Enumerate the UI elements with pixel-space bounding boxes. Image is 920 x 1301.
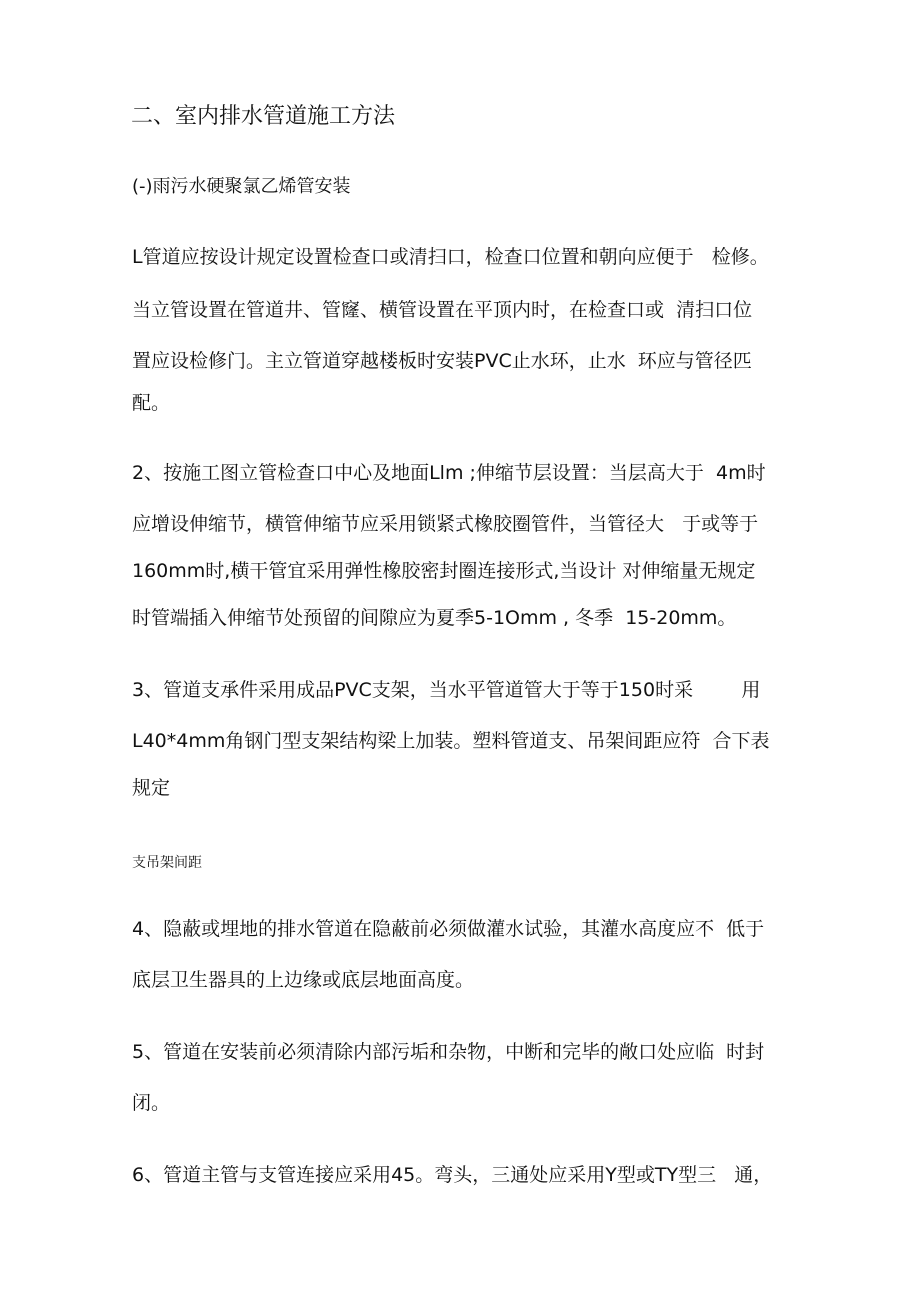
paragraph-1-line-2: 当立管设置在管道井、管窿、横管设置在平顶内时，在检查口或 清扫口位 bbox=[132, 299, 753, 321]
paragraph-4-line-1: 4、隐蔽或埋地的排水管道在隐蔽前必须做灌水试验，其灌水高度应不 低于 bbox=[132, 918, 765, 940]
paragraph-2-line-1: 2、按施工图立管检查口中心及地面Llm ;伸缩节层设置：当层高大于 4m时 bbox=[132, 462, 766, 484]
paragraph-4-line-2: 底层卫生器具的上边缘或底层地面高度。 bbox=[132, 969, 475, 991]
paragraph-2-line-4: 时管端插入伸缩节处预留的间隙应为夏季5-1Omm , 冬季 15-20mm。 bbox=[132, 607, 737, 629]
subsection-heading: (-)雨污水硬聚氯乙烯管安装 bbox=[132, 176, 351, 197]
paragraph-1-line-1: L管道应按设计规定设置检查口或清扫口，检查口位置和朝向应便于 检修。 bbox=[132, 246, 769, 268]
paragraph-3-line-3: 规定 bbox=[132, 777, 171, 799]
table-caption: 支吊架间距 bbox=[132, 855, 202, 871]
paragraph-6-line-1: 6、管道主管与支管连接应采用45。弯头，三通处应采用Y型或TY型三 通， bbox=[132, 1164, 773, 1186]
paragraph-2-line-3: 160mm时,横干管宜采用弹性橡胶密封圈连接形式,当设计 对伸缩量无规定 bbox=[132, 560, 756, 582]
paragraph-2-line-2: 应增设伸缩节，横管伸缩节应采用锁紧式橡胶圈管件，当管径大 于或等于 bbox=[132, 513, 759, 535]
paragraph-1-line-3: 置应设检修门。主立管道穿越楼板时安装PVC止水环，止水 环应与管径匹 bbox=[132, 350, 752, 372]
paragraph-1-line-4: 配。 bbox=[132, 392, 171, 414]
paragraph-5-line-2: 闭。 bbox=[132, 1092, 171, 1114]
paragraph-3-line-2: L40*4mm角钢门型支架结构梁上加装。塑料管道支、吊架间距应符 合下表 bbox=[132, 730, 770, 752]
section-heading: 二、室内排水管道施工方法 bbox=[131, 104, 396, 129]
paragraph-3-line-1: 3、管道支承件采用成品PVC支架，当水平管道管大于等于150时采 用 bbox=[132, 679, 761, 701]
paragraph-5-line-1: 5、管道在安装前必须清除内部污垢和杂物，中断和完毕的敞口处应临 时封 bbox=[132, 1041, 765, 1063]
